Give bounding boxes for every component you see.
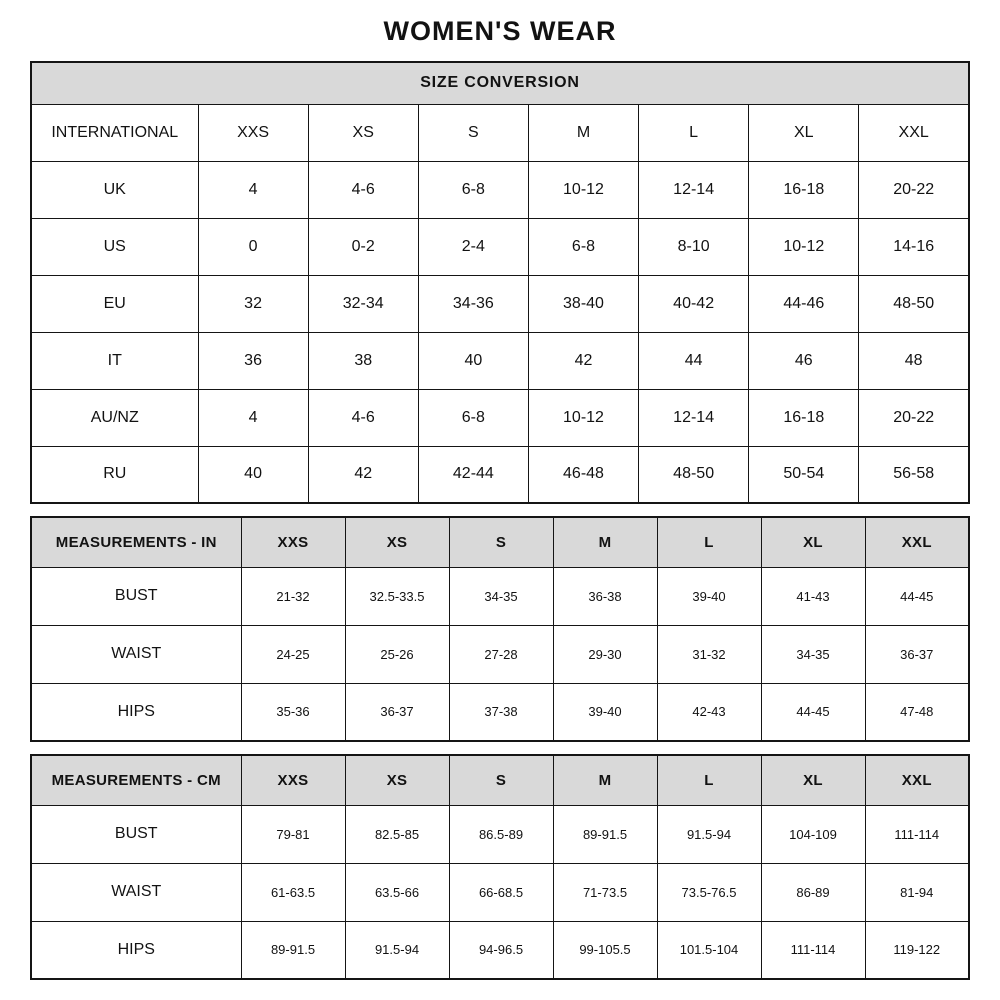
- table-cell: 12-14: [639, 389, 749, 446]
- table-cell: 99-105.5: [553, 921, 657, 979]
- table-cell: 48-50: [859, 275, 969, 332]
- table-cell: 86.5-89: [449, 805, 553, 863]
- table-row: [31, 446, 969, 503]
- table-cell: 0: [198, 218, 308, 275]
- table-cell: 44-45: [761, 683, 865, 741]
- header-cell: M: [553, 755, 657, 805]
- table-cell: 46-48: [528, 446, 638, 503]
- table-cell: 25-26: [345, 625, 449, 683]
- table-cell: 89-91.5: [241, 921, 345, 979]
- table-row: [31, 161, 969, 218]
- table-cell: 31-32: [657, 625, 761, 683]
- table-cell: 6-8: [418, 389, 528, 446]
- table-cell: 36-37: [865, 625, 969, 683]
- table-cell: 56-58: [859, 446, 969, 503]
- row-label: US: [31, 218, 198, 275]
- row-label: HIPS: [31, 683, 241, 741]
- header-cell: XXL: [859, 104, 969, 161]
- table-cell: 66-68.5: [449, 863, 553, 921]
- row-label: AU/NZ: [31, 389, 198, 446]
- header-cell: S: [449, 755, 553, 805]
- table-cell: 4: [198, 389, 308, 446]
- table-cell: 104-109: [761, 805, 865, 863]
- table-cell: 14-16: [859, 218, 969, 275]
- table-cell: 71-73.5: [553, 863, 657, 921]
- table-header-row: [31, 104, 969, 161]
- table-cell: 10-12: [528, 161, 638, 218]
- table-cell: 40-42: [639, 275, 749, 332]
- table-cell: 44: [639, 332, 749, 389]
- table-cell: 39-40: [553, 683, 657, 741]
- table-cell: 101.5-104: [657, 921, 761, 979]
- table-cell: 42-43: [657, 683, 761, 741]
- table-cell: 81-94: [865, 863, 969, 921]
- row-label: EU: [31, 275, 198, 332]
- table-cell: 86-89: [761, 863, 865, 921]
- table-cell: 4-6: [308, 161, 418, 218]
- table-cell: 8-10: [639, 218, 749, 275]
- table-cell: 0-2: [308, 218, 418, 275]
- table-cell: 38-40: [528, 275, 638, 332]
- table-cell: 91.5-94: [345, 921, 449, 979]
- header-cell: MEASUREMENTS - CM: [31, 755, 241, 805]
- table-cell: 111-114: [865, 805, 969, 863]
- table-cell: 48-50: [639, 446, 749, 503]
- table-cell: 36: [198, 332, 308, 389]
- table-cell: 16-18: [749, 389, 859, 446]
- header-cell: S: [449, 517, 553, 567]
- table-cell: 32: [198, 275, 308, 332]
- table-cell: 21-32: [241, 567, 345, 625]
- table-cell: 63.5-66: [345, 863, 449, 921]
- table-cell: 47-48: [865, 683, 969, 741]
- header-cell: L: [657, 517, 761, 567]
- table-cell: 40: [418, 332, 528, 389]
- table-header-row: [31, 755, 969, 805]
- header-cell: XXS: [198, 104, 308, 161]
- table-row: [31, 863, 969, 921]
- header-cell: XS: [308, 104, 418, 161]
- page-title: WOMEN'S WEAR: [383, 16, 617, 46]
- table-cell: 89-91.5: [553, 805, 657, 863]
- table-cell: 6-8: [528, 218, 638, 275]
- table-cell: 79-81: [241, 805, 345, 863]
- table-cell: 24-25: [241, 625, 345, 683]
- table-cell: 39-40: [657, 567, 761, 625]
- table-cell: 10-12: [749, 218, 859, 275]
- table-cell: 34-35: [761, 625, 865, 683]
- row-label: RU: [31, 446, 198, 503]
- table-cell: 4: [198, 161, 308, 218]
- table-cell: 42-44: [418, 446, 528, 503]
- row-label: UK: [31, 161, 198, 218]
- table-cell: 46: [749, 332, 859, 389]
- table-cell: 32.5-33.5: [345, 567, 449, 625]
- table-title-row: [31, 62, 969, 104]
- table-cell: 42: [528, 332, 638, 389]
- table-cell: 41-43: [761, 567, 865, 625]
- table-row: [31, 625, 969, 683]
- table-cell: 73.5-76.5: [657, 863, 761, 921]
- row-label: IT: [31, 332, 198, 389]
- table-cell: 27-28: [449, 625, 553, 683]
- table-row: [31, 332, 969, 389]
- table-cell: 50-54: [749, 446, 859, 503]
- table-cell: 32-34: [308, 275, 418, 332]
- table-row: [31, 218, 969, 275]
- table-cell: 42: [308, 446, 418, 503]
- table-cell: 6-8: [418, 161, 528, 218]
- header-cell: XXS: [241, 517, 345, 567]
- header-cell: L: [639, 104, 749, 161]
- table-cell: 16-18: [749, 161, 859, 218]
- table-cell: 35-36: [241, 683, 345, 741]
- table-cell: 82.5-85: [345, 805, 449, 863]
- table-cell: 36-37: [345, 683, 449, 741]
- table-cell: 48: [859, 332, 969, 389]
- table-cell: 34-36: [418, 275, 528, 332]
- table-row: [31, 683, 969, 741]
- row-label: BUST: [31, 567, 241, 625]
- header-cell: M: [528, 104, 638, 161]
- table-cell: 119-122: [865, 921, 969, 979]
- header-cell: M: [553, 517, 657, 567]
- table-cell: 91.5-94: [657, 805, 761, 863]
- table-cell: 29-30: [553, 625, 657, 683]
- table-row: [31, 389, 969, 446]
- header-cell: MEASUREMENTS - IN: [31, 517, 241, 567]
- header-cell: XXL: [865, 517, 969, 567]
- header-cell: L: [657, 755, 761, 805]
- table-row: [31, 805, 969, 863]
- row-label: HIPS: [31, 921, 241, 979]
- table-cell: 44-45: [865, 567, 969, 625]
- measurements-cm-table: [30, 754, 970, 980]
- header-cell: S: [418, 104, 528, 161]
- table-cell: 37-38: [449, 683, 553, 741]
- table-row: [31, 567, 969, 625]
- table-cell: 34-35: [449, 567, 553, 625]
- header-cell: XL: [749, 104, 859, 161]
- table-cell: 61-63.5: [241, 863, 345, 921]
- table-cell: 4-6: [308, 389, 418, 446]
- size-conversion-title: SIZE CONVERSION: [31, 62, 969, 104]
- table-cell: 44-46: [749, 275, 859, 332]
- row-label: WAIST: [31, 863, 241, 921]
- table-row: [31, 921, 969, 979]
- table-cell: 2-4: [418, 218, 528, 275]
- header-cell: XS: [345, 517, 449, 567]
- header-cell: XS: [345, 755, 449, 805]
- table-cell: 94-96.5: [449, 921, 553, 979]
- table-cell: 111-114: [761, 921, 865, 979]
- size-conversion-table: [30, 61, 970, 504]
- table-cell: 20-22: [859, 161, 969, 218]
- measurements-in-table: [30, 516, 970, 742]
- table-cell: 40: [198, 446, 308, 503]
- header-cell: XXS: [241, 755, 345, 805]
- header-cell: XL: [761, 517, 865, 567]
- header-cell: INTERNATIONAL: [31, 104, 198, 161]
- table-header-row: [31, 517, 969, 567]
- table-cell: 38: [308, 332, 418, 389]
- row-label: BUST: [31, 805, 241, 863]
- header-cell: XXL: [865, 755, 969, 805]
- table-cell: 10-12: [528, 389, 638, 446]
- table-cell: 36-38: [553, 567, 657, 625]
- row-label: WAIST: [31, 625, 241, 683]
- table-row: [31, 275, 969, 332]
- header-cell: XL: [761, 755, 865, 805]
- table-cell: 20-22: [859, 389, 969, 446]
- table-cell: 12-14: [639, 161, 749, 218]
